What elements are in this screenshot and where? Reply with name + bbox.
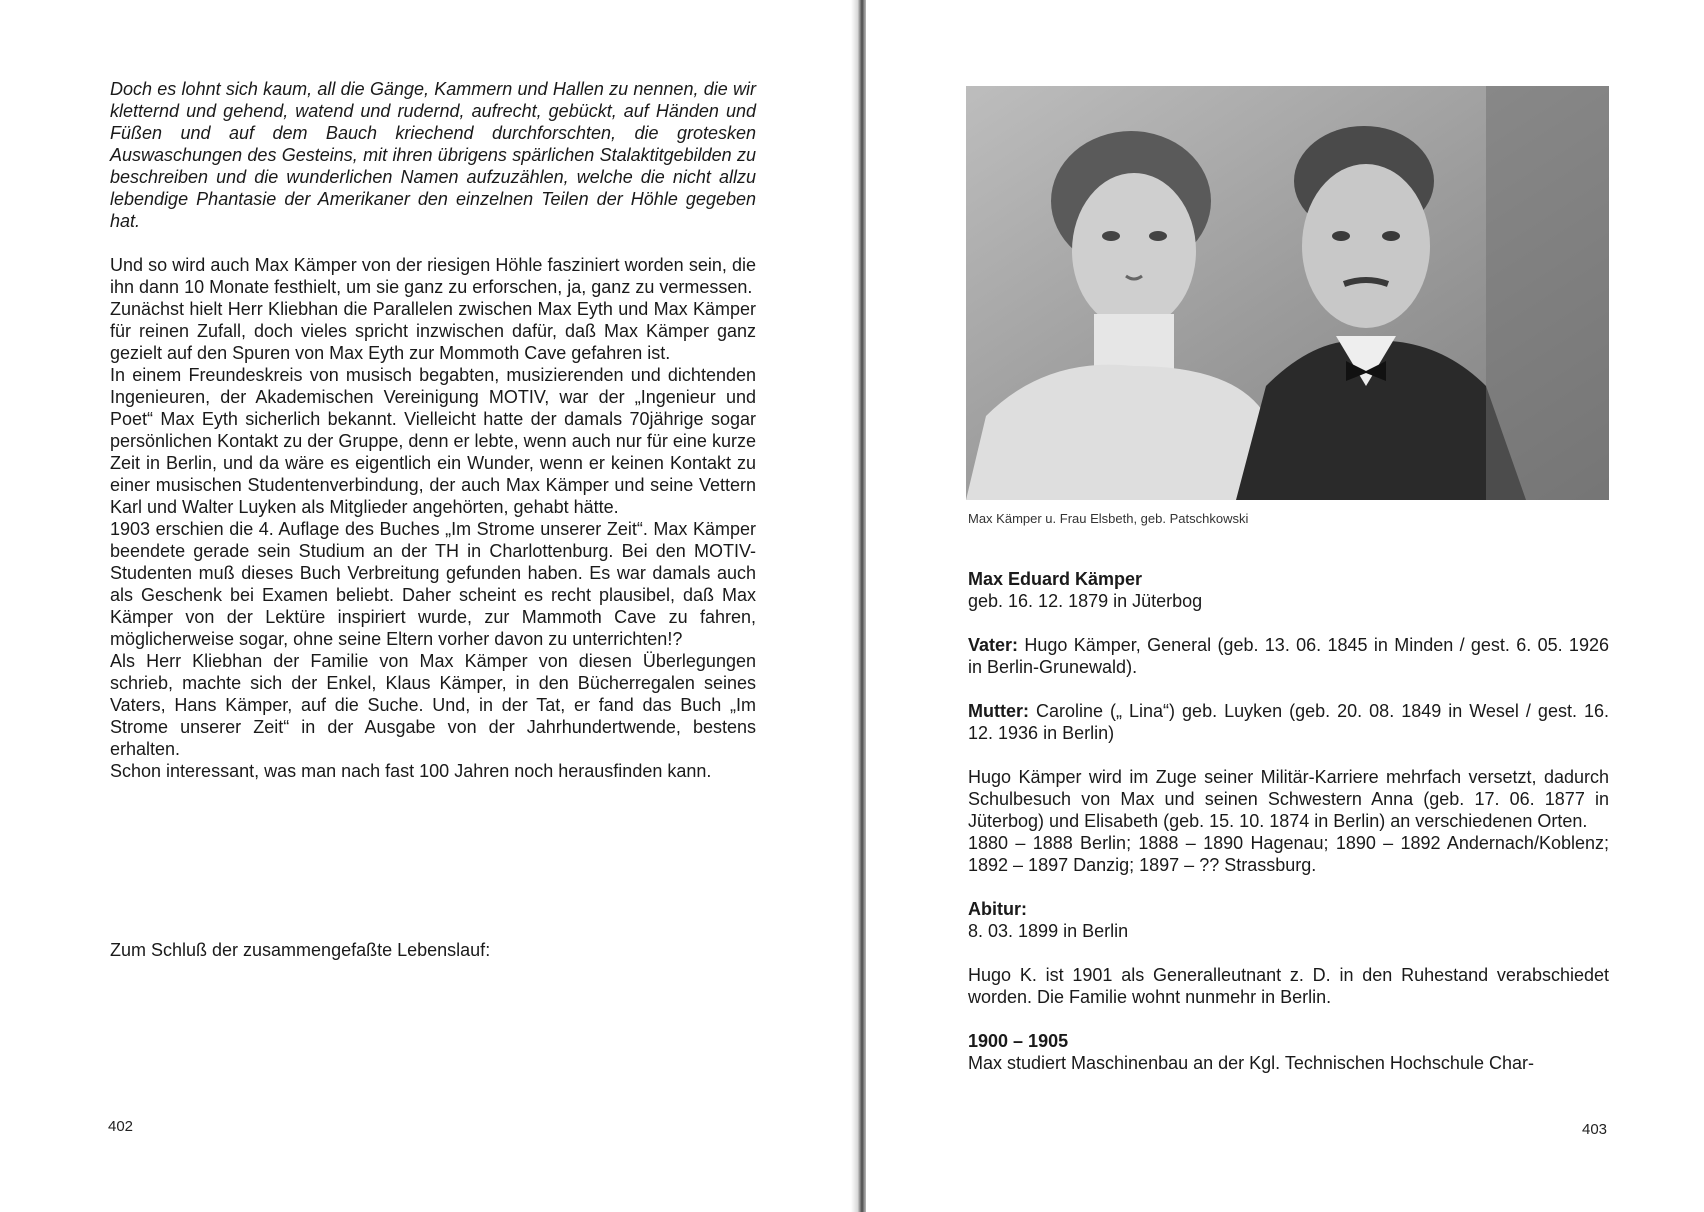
hugo-paragraph: Hugo Kämper wird im Zuge seiner Militär-Karriere mehrfach versetzt, dadurch Schulbesuch von Max und seinen Schwestern Anna (geb. 17. 06. 1877 in Jüterbog) und Elisabeth (geb. 15. 10. 1874 in Berlin) an verschiedenen Orten.	[968, 767, 1609, 831]
left-text-column	[110, 78, 756, 782]
abitur-label: Abitur:	[968, 899, 1027, 919]
retired-paragraph: Hugo K. ist 1901 als Generalleutnant z. D. in den Ruhestand verabschiedet worden. Die Familie wohnt nunmehr in Berlin.	[968, 965, 1609, 1007]
body-paragraph-3: In einem Freundeskreis von musisch begabten, musizierenden und dichtenden Ingenieuren, der Akademischen Vereinigung MOTIV, war der „Ingenieur und Poet“ Max Eyth sicherlich bekannt. Vielleicht hatte der damals 70jährige sogar persönlichen Kontakt zu der Gruppe, denn er lebte, wenn auch nur für eine kurze Zeit in Berlin, und da wäre es eigentlich ein Wunder, wenn er keinen Kontakt zu einer musischen Studentenverbindung, der auch Max Kämper und seine Vettern Karl und Walter Luyken als Mitglieder angehörten, gehabt hätte.	[110, 365, 756, 517]
body-paragraph-6: Schon interessant, was man nach fast 100 Jahren noch herausfinden kann.	[110, 761, 712, 781]
birth-line: geb. 16. 12. 1879 in Jüterbog	[968, 591, 1203, 611]
father-label: Vater:	[968, 635, 1019, 655]
father-paragraph	[968, 634, 1609, 678]
body-paragraph-5: Als Herr Kliebhan der Familie von Max Kämper von diesen Überlegungen schrieb, machte sich der Enkel, Klaus Kämper, in den Bücherregalen seines Vaters, Hans Kämper, auf die Suche. Und, in der Tat, er fand das Buch „Im Strome unserer Zeit“ in der Ausgabe von der Jahrhundertwende, bestens erhalten.	[110, 651, 756, 759]
right-text-column	[968, 568, 1609, 1074]
page-number-right: 403	[1582, 1121, 1608, 1138]
abitur-text: 8. 03. 1899 in Berlin	[968, 921, 1129, 941]
person-name: Max Eduard Kämper	[968, 569, 1143, 589]
mother-paragraph	[968, 700, 1609, 744]
body-paragraph-4: 1903 erschien die 4. Auflage des Buches „Im Strome unserer Zeit“. Max Kämper beendete gerade sein Studium an der TH in Charlottenburg. Bei den MOTIV-Studenten muß dieses Buch Verbreitung gefunden haben. Es war damals auch als Geschenk bei Examen beliebt. Daher scheint es recht plausibel, daß Max Kämper von der Lektüre inspiriert wurde, zur Mammoth Cave zu fahren, möglicherweise sogar, ohne seine Eltern vorher davon zu unterrichten!?	[110, 519, 756, 649]
portrait-illustration	[966, 86, 1609, 500]
closing-line: Zum Schluß der zusammengefaßte Lebenslauf:	[110, 940, 491, 960]
period-text: Max studiert Maschinenbau an der Kgl. Technischen Hochschule Char-	[968, 1053, 1534, 1073]
quote-paragraph: Doch es lohnt sich kaum, all die Gänge, Kammern und Hallen zu nennen, die wir kletternd und gehend, watend und rudernd, aufrecht, gebückt, auf Händen und Füßen und auf dem Bauch kriechend durchforschten, die grotesken Auswaschungen des Gesteins, mit ihren übrigens spärlichen Stalaktitgebilden zu beschreiben und die wunderlichen Namen aufzuzählen, welche die nicht allzu lebendige Phantasie der Amerikaner den einzelnen Teilen der Höhle gegeben hat.	[110, 79, 756, 231]
period-label: 1900 – 1905	[968, 1031, 1069, 1051]
body-paragraph-2: Zunächst hielt Herr Kliebhan die Parallelen zwischen Max Eyth und Max Kämper für reinen Zufall, doch vieles spricht inzwischen dafür, daß Max Kämper ganz gezielt auf den Spuren von Max Eyth zur Mommoth Cave gefahren ist.	[110, 299, 756, 363]
places-paragraph: 1880 – 1888 Berlin; 1888 – 1890 Hagenau; 1890 – 1892 Andernach/Koblenz; 1892 – 1897 Danzig; 1897 – ?? Strassburg.	[968, 833, 1609, 875]
bio-name	[968, 568, 1609, 590]
page-number-left: 402	[108, 1118, 134, 1135]
body-paragraph-1: Und so wird auch Max Kämper von der riesigen Höhle fasziniert worden sein, die ihn dann 10 Monate festhielt, um sie ganz zu erforschen, ja, ganz zu vermessen.	[110, 255, 756, 297]
mother-text: Caroline („ Lina“) geb. Luyken (geb. 20. 08. 1849 in Wesel / gest. 16. 12. 1936 in Berlin)	[968, 701, 1609, 743]
father-text: Hugo Kämper, General (geb. 13. 06. 1845 in Minden / gest. 6. 05. 1926 in Berlin-Grunewald).	[968, 635, 1609, 677]
mother-label: Mutter:	[968, 701, 1029, 721]
portrait-photo	[966, 86, 1609, 500]
photo-caption: Max Kämper u. Frau Elsbeth, geb. Patschkowski	[968, 511, 1249, 526]
